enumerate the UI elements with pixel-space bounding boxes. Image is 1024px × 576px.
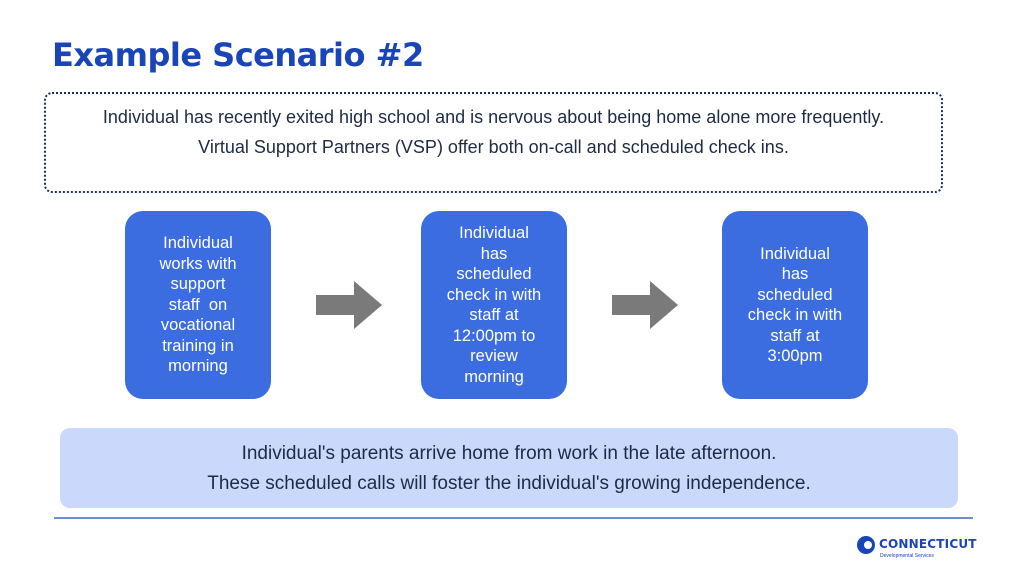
- step-2-text-line: 12:00pm to: [452, 326, 536, 345]
- summary-box: [60, 428, 958, 508]
- step-1-text-line: works with: [159, 254, 237, 273]
- step-2-text-line: check in with: [446, 285, 542, 304]
- step-1-text-line: vocational: [160, 316, 236, 335]
- step-box-1-text: [159, 233, 236, 377]
- step-2-text-line: review: [470, 347, 518, 365]
- summary-line-1: Individual's parents arrive home from work in the late afternoon.: [241, 443, 777, 464]
- step-box-2: [421, 211, 567, 399]
- step-3-text-line: scheduled: [757, 285, 833, 304]
- logo-subtitle: Developmental Services: [880, 553, 934, 559]
- step-box-3: [722, 211, 868, 399]
- step-box-3-text: [748, 244, 842, 367]
- step-3-text-line: Individual: [760, 244, 830, 263]
- step-2-text-line: staff at: [469, 306, 519, 324]
- scenario-description-line-2: Virtual Support Partners (VSP) offer both on-call and scheduled check ins.: [198, 137, 789, 157]
- step-3-text-line: check in with: [747, 306, 843, 324]
- footer-divider: [54, 517, 973, 519]
- step-1-text-line: morning: [168, 357, 228, 376]
- right-arrow-icon: [612, 281, 678, 329]
- slide-title: Example Scenario #2: [52, 36, 424, 74]
- step-2-text-line: morning: [464, 367, 524, 386]
- step-3-text-line: staff at: [770, 326, 820, 345]
- scenario-description-text-1: Individual has recently exited high school and is nervous about being home alone more frequently.: [102, 107, 885, 127]
- step-1-text-line: staff on: [168, 295, 228, 314]
- step-2-text-line: Individual: [459, 224, 529, 242]
- scenario-description-box: [44, 92, 943, 193]
- step-1-text-line: support: [170, 275, 226, 294]
- step-box-1: [125, 211, 271, 399]
- step-1-text-line: training in: [162, 336, 234, 355]
- step-box-2-text: [447, 223, 541, 387]
- scenario-description-line-1: [46, 106, 941, 129]
- step-1-text-line: Individual: [163, 234, 233, 253]
- right-arrow-icon: [316, 281, 382, 329]
- step-3-text-line: has: [781, 265, 809, 283]
- connecticut-logo-mark-icon: [857, 536, 875, 554]
- step-3-text-line: 3:00pm: [767, 347, 823, 365]
- logo-name: CONNECTICUT: [879, 537, 977, 551]
- step-2-text-line: has: [480, 244, 508, 263]
- step-2-text-line: scheduled: [456, 265, 532, 283]
- summary-line-2: These scheduled calls will foster the individual's growing independence.: [207, 473, 811, 494]
